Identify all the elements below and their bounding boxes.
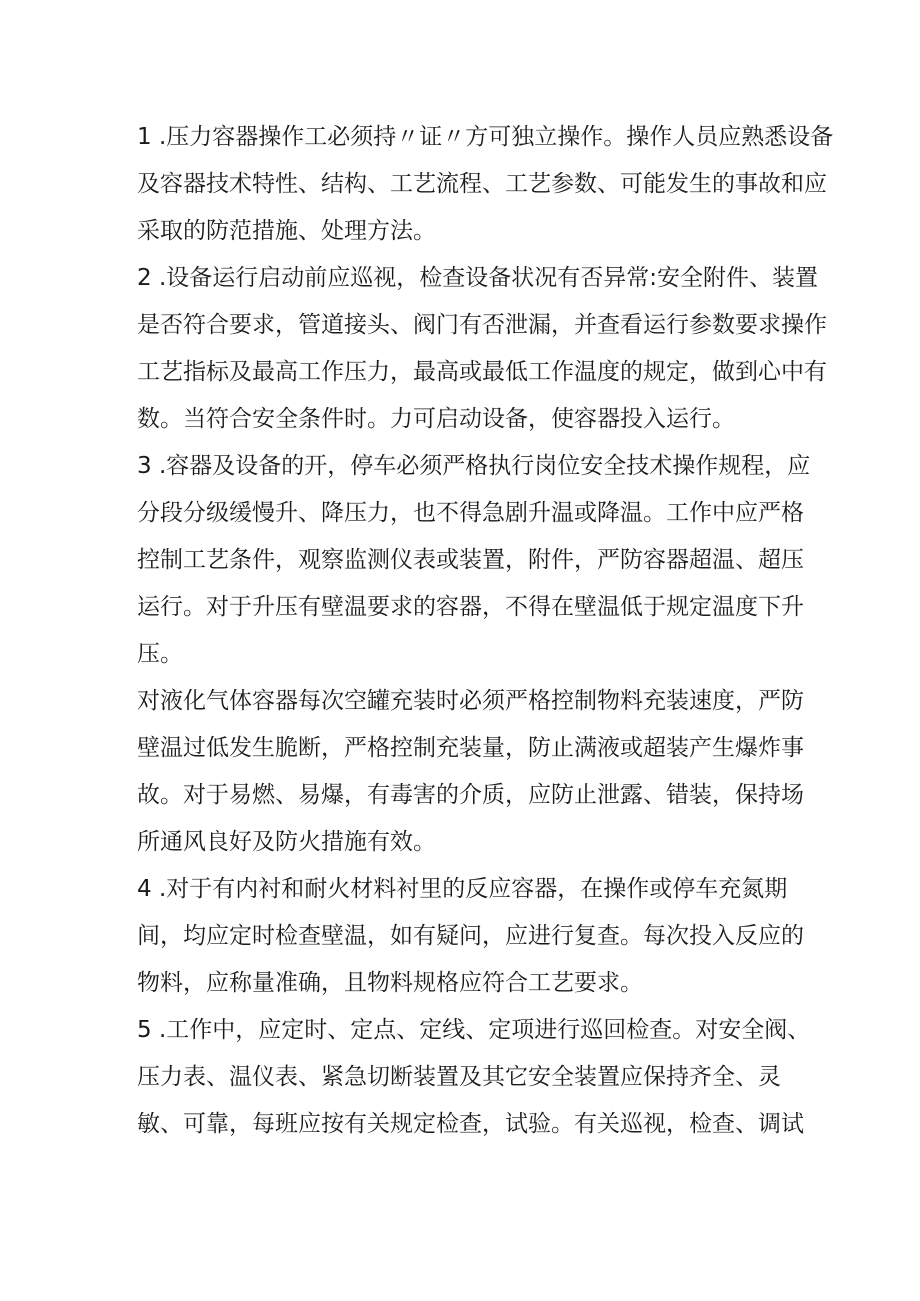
- text-line: 5 .工作中，应定时、定点、定线、定项进行巡回检查。对安全阀、: [137, 1017, 811, 1043]
- text-line: 壁温过低发生脆断，严格控制充装量，防止满液或超装产生爆炸事: [137, 735, 804, 761]
- text-line: 对液化气体容器每次空罐充装时必须严格控制物料充装速度，严防: [137, 688, 804, 714]
- text-line: 控制工艺条件，观察监测仪表或装置，附件，严防容器超温、超压: [137, 547, 804, 573]
- text-line: 是否符合要求，管道接头、阀门有否泄漏，并查看运行参数要求操作: [137, 312, 827, 338]
- text-line: 压。: [137, 641, 183, 667]
- text-line: 采取的防范措施、处理方法。: [137, 218, 436, 244]
- text-line: 分段分级缓慢升、降压力，也不得急剧升温或降温。工作中应严格: [137, 500, 804, 526]
- text-line: 故。对于易燃、易爆，有毒害的介质，应防止泄露、错装，保持场: [137, 782, 804, 808]
- text-line: 间，均应定时检查壁温，如有疑问，应进行复查。每次投入反应的: [137, 923, 804, 949]
- text-line: 物料，应称量准确，且物料规格应符合工艺要求。: [137, 970, 643, 996]
- text-line: 敏、可靠，每班应按有关规定检查，试验。有关巡视，检查、调试: [137, 1111, 804, 1137]
- text-line: 压力表、温仪表、紧急切断装置及其它安全装置应保持齐全、灵: [137, 1064, 781, 1090]
- text-line: 及容器技术特性、结构、工艺流程、工艺参数、可能发生的事故和应: [137, 171, 827, 197]
- text-line: 所通风良好及防火措施有效。: [137, 829, 436, 855]
- text-line: 工艺指标及最高工作压力，最高或最低工作温度的规定，做到心中有: [137, 359, 827, 385]
- text-line: 3 .容器及设备的开，停车必须严格执行岗位安全技术操作规程，应: [137, 453, 811, 479]
- text-line: 2 .设备运行启动前应巡视，检查设备状况有否异常:安全附件、装置: [137, 265, 819, 291]
- text-line: 1 .压力容器操作工必须持〃证〃方可独立操作。操作人员应熟悉设备: [137, 124, 834, 150]
- text-line: 4 .对于有内衬和耐火材料衬里的反应容器，在操作或停车充氮期: [137, 876, 788, 902]
- document-body: [137, 114, 834, 1148]
- text-line: 数。当符合安全条件时。力可启动设备，使容器投入运行。: [137, 406, 735, 432]
- text-line: 运行。对于升压有壁温要求的容器，不得在壁温低于规定温度下升: [137, 594, 804, 620]
